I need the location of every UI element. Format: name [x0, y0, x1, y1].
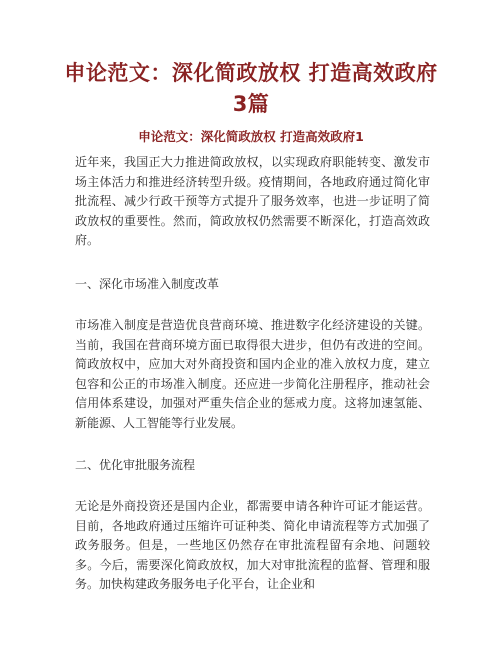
section-heading-2: 二、优化审批服务流程: [75, 458, 196, 472]
section-body-2: 无论是外商投资还是国内企业，都需要申请各种许可证才能运营。目前，各地政府通过压缩许可证种类、简化申请流程等方式加强了政务服务。但是，一些地区仍然存在审批流程留有余地、问题较多。今后，需要深化简政放权，加大对审批流程的监督、管理和服务。加快构建政务服务电子化平台，让企业和: [75, 499, 430, 592]
section-heading-1: 一、深化市场准入制度改革: [75, 277, 220, 291]
section-body-1: 市场准入制度是营造优良营商环境、推进数字化经济建设的关键。当前，我国在营商环境方面已取得很大进步，但仍有改进的空间。简政放权中，应加大对外商投资和国内企业的准入放权力度，建立包容和公正的市场准入制度。还应进一步简化注册程序，推动社会信用体系建设，加强对严重失信企业的惩戒力度。这将加速氢能、新能源、人工智能等行业发展。: [75, 318, 430, 430]
document-subtitle: 申论范文：深化简政放权 打造高效政府1: [138, 129, 364, 144]
intro-paragraph: 近年来，我国正大力推进简政放权，以实现政府职能转变、激发市场主体活力和推进经济转型升级。疫情期间，各地政府通过简化审批流程、减少行政干预等方式提升了服务效率，也进一步证明了简政放权的重要性。然而，简政放权仍然需要不断深化，打造高效政府。: [75, 155, 430, 248]
document-title: 申论范文：深化简政放权 打造高效政府3篇: [64, 61, 438, 116]
